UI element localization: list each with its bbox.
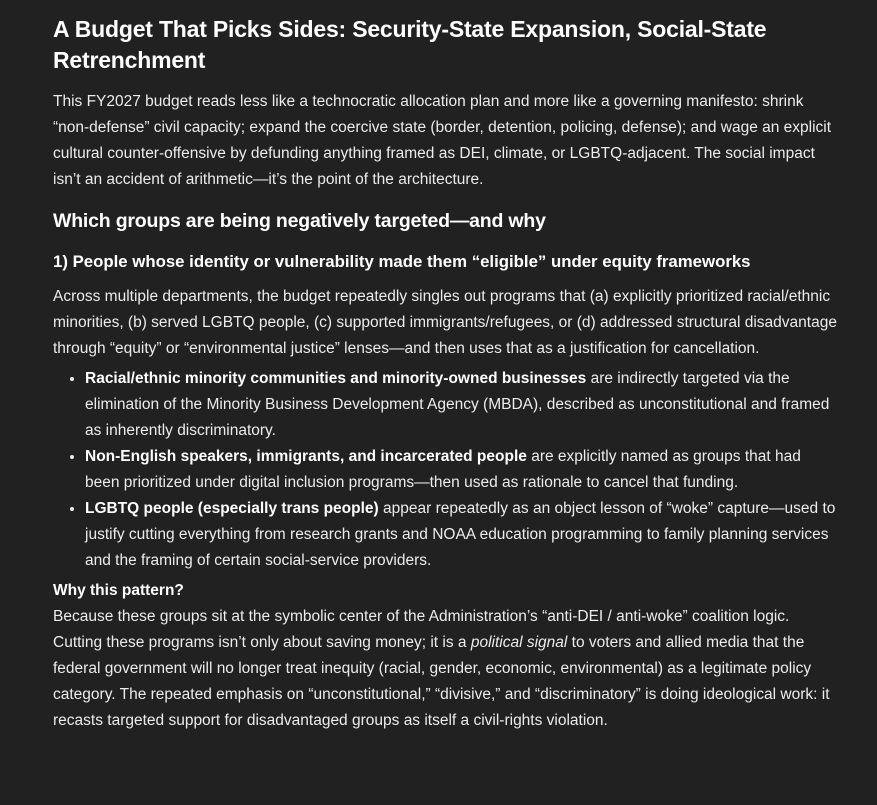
list-item-text: are indirectly targeted via the elimination of the Minority Business Development Agency (MBDA), described as unconstitutional and framed as inherently discriminatory. — [85, 370, 830, 439]
list-item — [85, 366, 837, 444]
why-text-after: to voters and allied media that the federal government will no longer treat inequity (racial, gender, economic, environmental) as a legitimate policy category. The repeated emphasis on “unconstitutional,” “divisive,” and “discriminatory” is doing ideological work: it recasts targeted support for disadvantaged groups as itself a civil-rights violation. — [53, 634, 830, 729]
targeted-groups-list — [53, 366, 837, 574]
list-item — [85, 444, 837, 496]
why-emphasis: political signal — [470, 634, 568, 651]
list-item-bold: Racial/ethnic minority communities and minority-owned businesses — [85, 370, 587, 387]
subsection-heading: 1) People whose identity or vulnerability made them “eligible” under equity frameworks — [53, 252, 751, 271]
list-item-bold: LGBTQ people (especially trans people) — [85, 500, 379, 517]
intro-paragraph: This FY2027 budget reads less like a technocratic allocation plan and more like a governing manifesto: shrink “non-defense” civil capacity; expand the coercive state (border, detention, policing, defense); and wage an explicit cultural counter-offensive by defunding anything framed as DEI, climate, or LGBTQ-adjacent. The social impact isn’t an accident of arithmetic—it’s the point of the architecture. — [53, 93, 832, 188]
list-item — [85, 496, 837, 574]
list-item-text: are explicitly named as groups that had been prioritized under digital inclusion programs—then used as rationale to cancel that funding. — [85, 448, 801, 491]
why-text-before: Because these groups sit at the symbolic center of the Administration’s “anti-DEI / anti-woke” coalition logic. Cutting these programs isn’t only about saving money; it is a — [53, 608, 790, 651]
why-paragraph — [53, 578, 837, 734]
subsection-lead: Across multiple departments, the budget repeatedly singles out programs that (a) explicitly prioritized racial/ethnic minorities, (b) served LGBTQ people, (c) supported immigrants/refugees, or (d) addressed structural disadvantage through “equity” or “environmental justice” lenses—and then uses that as a justification for cancellation. — [53, 288, 837, 357]
list-item-bold: Non-English speakers, immigrants, and incarcerated people — [85, 448, 527, 465]
section-heading: Which groups are being negatively targeted—and why — [53, 210, 546, 232]
why-heading: Why this pattern? — [53, 582, 184, 599]
list-item-text: appear repeatedly as an object lesson of “woke” capture—used to justify cutting everything from research grants and NOAA education programming to family planning services and the framing of certain social-service providers. — [85, 500, 836, 569]
page-title: A Budget That Picks Sides: Security-State Expansion, Social-State Retrenchment — [53, 16, 767, 73]
